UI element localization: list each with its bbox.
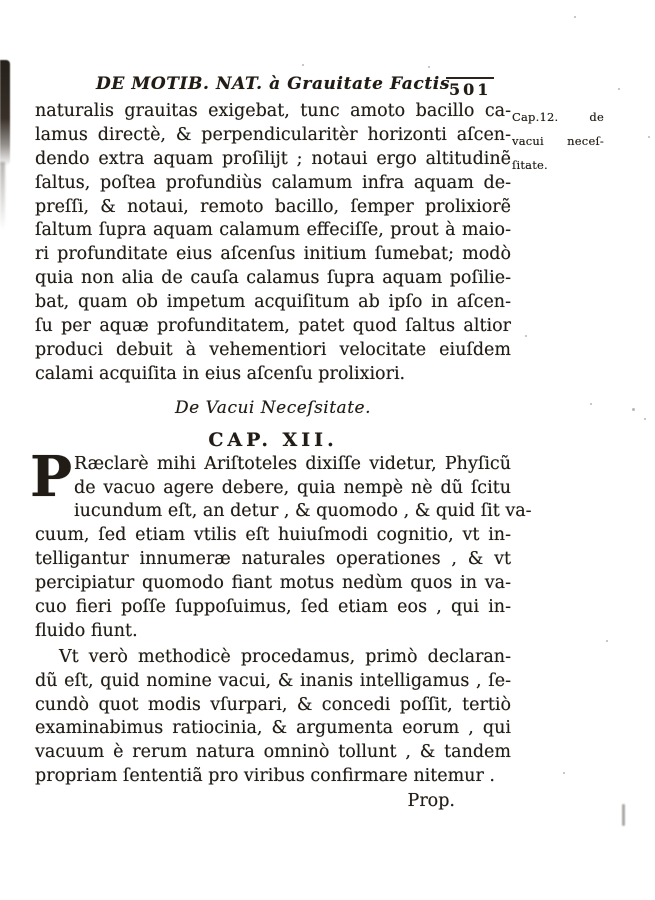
scan-edge-mark <box>622 804 625 826</box>
text-line: de vacuo agere debere, quia nempè nè dũ ſcitu <box>74 477 511 498</box>
ink-speck <box>302 64 304 66</box>
running-title: DE MOTIB. NAT. à Grauitate Factis <box>95 74 451 94</box>
text-line: quia non alia de cauſa calamus ſupra aquam poſilie- <box>35 268 511 289</box>
binding-smudge-tail <box>0 162 5 230</box>
body-paragraph-3 <box>35 646 511 789</box>
body-paragraph-1 <box>35 100 511 387</box>
binding-smudge <box>0 60 10 166</box>
text-line: vacui neceſ- <box>512 133 604 148</box>
ink-speck <box>606 640 608 642</box>
text-line: produci debuit à vehementiori velocitate eiuſdem <box>35 339 511 360</box>
text-line: dũ eſt, quid nomine vacui, & inanis intelligamus , ſe- <box>35 670 511 691</box>
text-line: ri profunditate eius aſcenſus initium ſumebat; modò <box>35 244 511 265</box>
text-line: dendo extra aquam proſilijt ; notaui ergo altitudinẽ <box>35 148 511 169</box>
drop-cap-initial: P <box>30 443 73 510</box>
ink-speck <box>648 136 650 138</box>
ink-speck <box>618 88 620 90</box>
text-line: propriam ſententiã pro viribus confirmare nitemur . <box>35 766 495 787</box>
text-line: lamus directè, & perpendicularitèr horizonti aſcen- <box>35 124 511 145</box>
body-paragraph-2 <box>30 443 532 644</box>
ink-speck <box>574 16 576 18</box>
catchword-row <box>35 789 511 813</box>
text-line: Vt verò methodicè procedamus, primò declaran- <box>59 646 511 667</box>
text-line: ſaltum ſupra aquam calamum effeciſſe, prout à maio- <box>35 220 511 241</box>
text-line: preſſi, & notaui, remoto bacillo, ſemper prolixiorẽ <box>35 196 511 217</box>
paragraph-2-lines <box>35 453 532 644</box>
section-heading: De Vacui Neceſsitate. <box>175 397 371 418</box>
margin-note <box>512 106 604 178</box>
text-line: calami acquiſita in eius aſcenſu prolixiori. <box>35 363 406 384</box>
text-line: examinabimus ratiocinia, & argumenta eorum , qui <box>35 718 511 739</box>
text-line: ſu per aquæ profunditatem, patet quod ſaltus altior <box>35 316 511 337</box>
ink-speck <box>644 418 646 420</box>
text-line: ſaltus, poſtea profundiùs calamum infra aquam de- <box>35 172 511 193</box>
text-line: bat, quam ob impetum acquiſitum ab ipſo in aſcen- <box>35 292 511 313</box>
text-line: vacuum è rerum natura omninò tollunt , & tandem <box>35 742 511 763</box>
text-line: telligantur innumeræ naturales operationes , & vt <box>35 549 511 570</box>
text-line: cundò quot modis vſurpari, & concedi poſſit, tertiò <box>35 694 511 715</box>
text-line: cuo fieri poſſe ſuppoſuimus, ſed etiam eos , qui in- <box>35 597 511 618</box>
text-line: iucundum eſt, an detur , & quomodo , & quid ſit va- <box>74 501 532 522</box>
ink-speck <box>525 335 527 337</box>
page-header <box>35 74 511 102</box>
ink-speck <box>563 772 565 774</box>
text-line: fluido fiunt. <box>35 620 138 641</box>
text-line: percipiatur quomodo fiant motus nedùm quos in va- <box>35 573 511 594</box>
ink-speck <box>590 403 592 405</box>
ink-speck <box>632 408 635 411</box>
chapter-heading: CAP. XII. <box>208 428 338 451</box>
text-line: ſitate. <box>512 157 548 172</box>
text-line: naturalis grauitas exigebat, tunc amoto bacillo ca- <box>35 101 511 121</box>
catchword: Prop. <box>407 791 455 812</box>
page-number: 501 <box>446 77 494 99</box>
ink-speck <box>428 66 430 68</box>
text-line: Cap.12. de <box>512 110 604 124</box>
text-column <box>30 100 532 813</box>
text-line: Ræclarè mihi Ariſtoteles dixiſſe videtur, Phyſicũ <box>74 453 511 474</box>
text-line: cuum, ſed etiam vtilis eſt huiuſmodi cognitio, vt in- <box>35 525 511 546</box>
